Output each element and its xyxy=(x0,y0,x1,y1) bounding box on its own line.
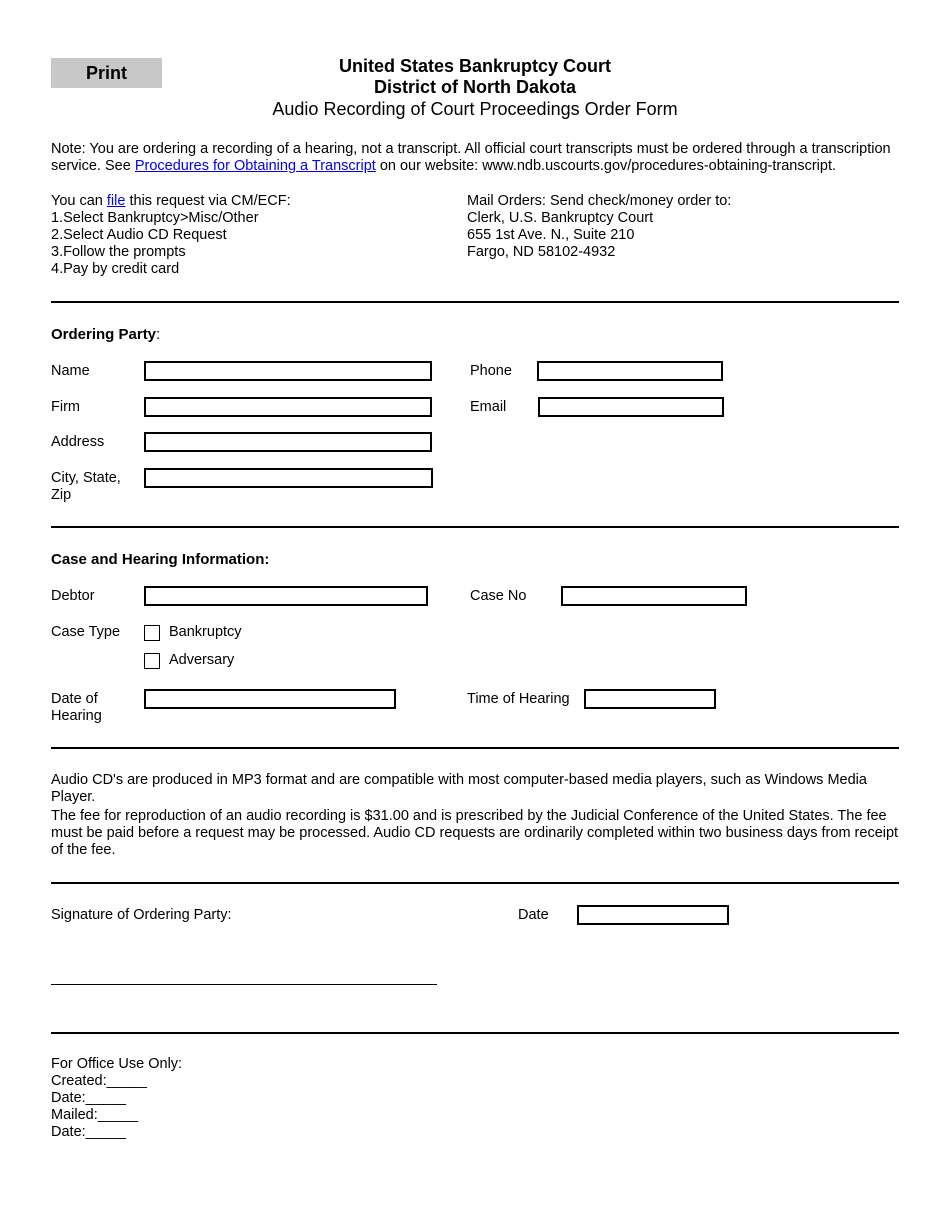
divider xyxy=(51,747,899,749)
mail-orders xyxy=(467,193,887,261)
office-use-title: For Office Use Only: xyxy=(51,1056,183,1072)
signature-label: Signature of Ordering Party: xyxy=(51,907,232,923)
hearing-label-line: Hearing xyxy=(51,708,102,724)
city-label-line: City, State, xyxy=(51,470,121,486)
divider xyxy=(51,1032,899,1034)
ordering-party-title xyxy=(51,326,160,343)
ecf-intro-suffix: this request via CM/ECF: xyxy=(125,193,291,209)
bankruptcy-checkbox[interactable] xyxy=(144,625,160,641)
bankruptcy-option-label: Bankruptcy xyxy=(169,624,242,640)
zip-label-line: Zip xyxy=(51,487,72,503)
name-label: Name xyxy=(51,363,90,379)
district-name: District of North Dakota xyxy=(373,77,577,97)
case-no-label: Case No xyxy=(470,588,527,604)
adversary-option-label: Adversary xyxy=(169,652,235,668)
transcript-procedures-link[interactable]: Procedures for Obtaining a Transcript xyxy=(134,158,376,174)
print-button[interactable]: Print xyxy=(51,58,162,88)
signature-line[interactable] xyxy=(51,984,437,985)
note-prefix: Note: You are ordering a recording of a hearing, not a transcript. All official court transcripts must be ordered through a transcription service. See xyxy=(51,141,891,174)
case-no-input[interactable] xyxy=(561,586,747,606)
file-link[interactable]: file xyxy=(106,193,126,209)
city-state-zip-input[interactable] xyxy=(144,468,433,488)
firm-input[interactable] xyxy=(144,397,432,417)
divider xyxy=(51,882,899,884)
time-of-hearing-label: Time of Hearing xyxy=(467,691,570,707)
signature-date-input[interactable] xyxy=(577,905,729,925)
mp3-format-info: Audio CD's are produced in MP3 format and are compatible with most computer-based media players, such as Windows Media Player. xyxy=(51,772,867,805)
office-use-line: Mailed:_____ xyxy=(51,1107,139,1123)
ecf-intro xyxy=(51,193,431,210)
signature-date-label: Date xyxy=(518,907,549,923)
debtor-input[interactable] xyxy=(144,586,428,606)
fee-info: The fee for reproduction of an audio recording is $31.00 and is prescribed by the Judicial Conference of the United States. The fee must be paid before a request may be processed. Audio CD requests are ordinarily completed within two business days from receipt of the fee. xyxy=(51,808,899,858)
firm-label: Firm xyxy=(51,399,80,415)
address-input[interactable] xyxy=(144,432,432,452)
note-suffix: on our website: www.ndb.uscourts.gov/procedures-obtaining-transcript. xyxy=(375,158,837,174)
ecf-step: 2.Select Audio CD Request xyxy=(51,227,227,243)
phone-input[interactable] xyxy=(537,361,723,381)
mail-line: Clerk, U.S. Bankruptcy Court xyxy=(467,210,654,226)
office-use-line: Date:_____ xyxy=(51,1124,126,1140)
adversary-checkbox[interactable] xyxy=(144,653,160,669)
date-of-hearing-input[interactable] xyxy=(144,689,396,709)
name-input[interactable] xyxy=(144,361,432,381)
case-type-label: Case Type xyxy=(51,624,121,640)
mail-line: Fargo, ND 58102-4932 xyxy=(467,244,616,260)
mail-line: 655 1st Ave. N., Suite 210 xyxy=(467,227,635,243)
date-of-label-line: Date of xyxy=(51,691,98,707)
office-use-line: Created:_____ xyxy=(51,1073,147,1089)
email-input[interactable] xyxy=(538,397,724,417)
form-header xyxy=(0,56,950,121)
divider xyxy=(51,301,899,303)
ordering-party-title-text: Ordering Party xyxy=(51,326,157,343)
date-of-hearing-label xyxy=(51,691,102,725)
ecf-step: 1.Select Bankruptcy>Misc/Other xyxy=(51,210,259,226)
phone-label: Phone xyxy=(470,363,512,379)
debtor-label: Debtor xyxy=(51,588,95,604)
email-label: Email xyxy=(470,399,507,415)
ecf-step: 3.Follow the prompts xyxy=(51,244,186,260)
court-name: United States Bankruptcy Court xyxy=(338,56,612,76)
time-of-hearing-input[interactable] xyxy=(584,689,716,709)
office-use-block xyxy=(51,1056,351,1141)
mail-line: Mail Orders: Send check/money order to: xyxy=(467,193,732,209)
divider xyxy=(51,526,899,528)
address-label: Address xyxy=(51,434,105,450)
transcript-note xyxy=(51,141,901,175)
ecf-intro-prefix: You can xyxy=(51,193,107,209)
ecf-step: 4.Pay by credit card xyxy=(51,261,180,277)
office-use-line: Date:_____ xyxy=(51,1090,126,1106)
case-info-title: Case and Hearing Information: xyxy=(51,551,270,568)
city-state-zip-label xyxy=(51,470,121,504)
ecf-instructions xyxy=(51,193,431,278)
form-title: Audio Recording of Court Proceedings Order Form xyxy=(272,99,678,119)
ordering-party-title-colon: : xyxy=(156,326,161,343)
